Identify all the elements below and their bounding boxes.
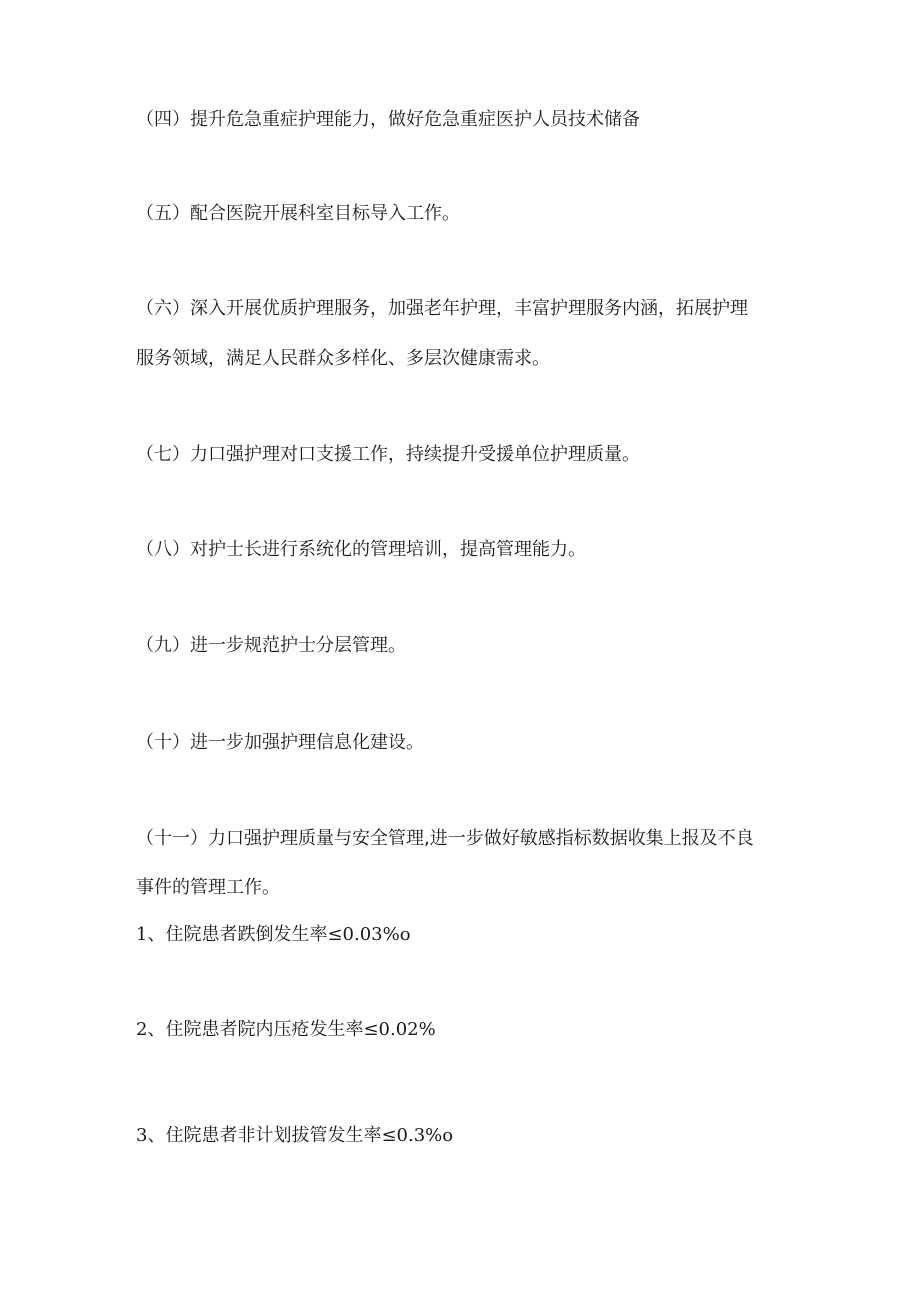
paragraph-7: （七）力口强护理对口支援工作，持续提升受援单位护理质量。: [136, 444, 640, 465]
paragraph-10: （十）进一步加强护理信息化建设。: [136, 732, 424, 753]
target-item-2: 2、住院患者院内压疮发生率≤0.02%: [136, 1019, 436, 1040]
paragraph-5: （五）配合医院开展科室目标导入工作。: [136, 203, 460, 224]
paragraph-11-line-2: 事件的管理工作。: [136, 877, 280, 898]
paragraph-9: （九）进一步规范护士分层管理。: [136, 635, 406, 656]
target-item-1: 1、住院患者跌倒发生率≤0.03%o: [136, 924, 411, 945]
paragraph-4: （四）提升危急重症护理能力，做好危急重症医护人员技术储备: [136, 109, 640, 130]
paragraph-8: （八）对护士长进行系统化的管理培训，提高管理能力。: [136, 539, 586, 560]
paragraph-11-line-1: （十一）力口强护理质量与安全管理,进一步做好敏感指标数据收集上报及不良: [136, 828, 754, 849]
paragraph-6-line-1: （六）深入开展优质护理服务，加强老年护理，丰富护理服务内涵，拓展护理: [136, 298, 748, 319]
paragraph-6-line-2: 服务领域，满足人民群众多样化、多层次健康需求。: [136, 348, 550, 369]
target-item-3: 3、住院患者非计划拔管发生率≤0.3%o: [136, 1125, 454, 1146]
